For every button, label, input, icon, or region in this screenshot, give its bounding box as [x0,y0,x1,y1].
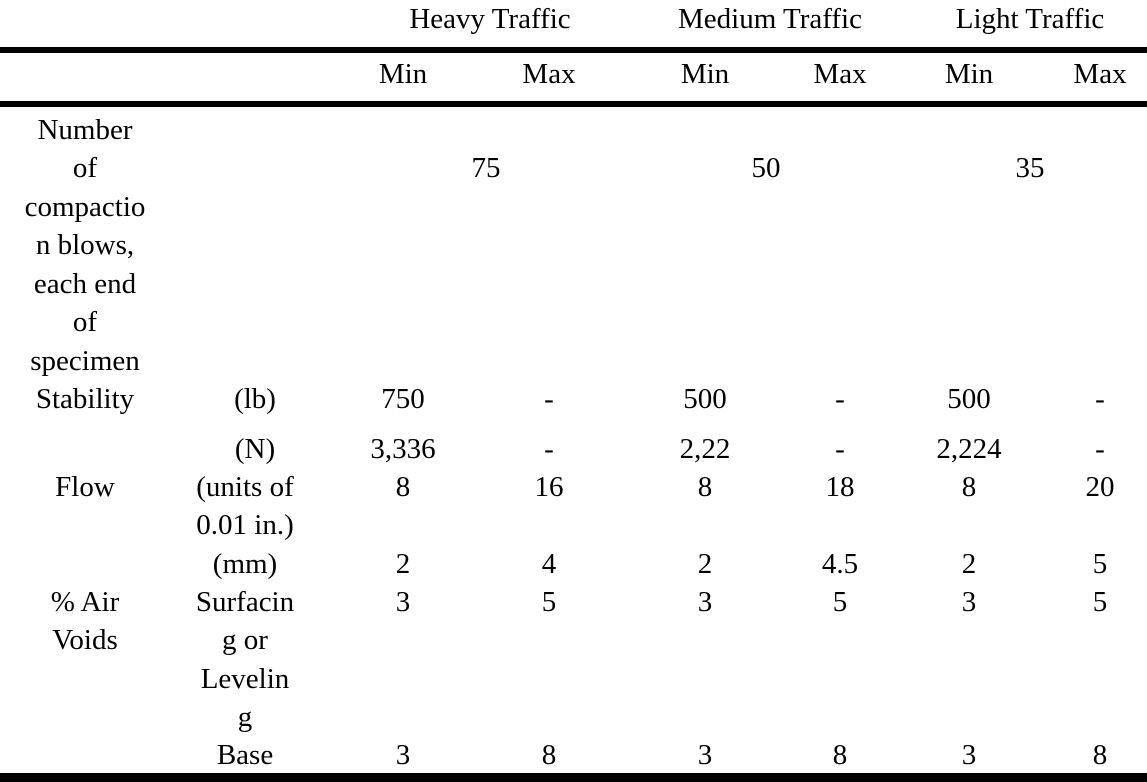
header-rule [0,101,1147,107]
cell-flow-in-heavy-max: 16 [534,471,564,503]
cell-flow-mm-heavy-max: 4 [541,548,557,580]
cell-stability-n-heavy-min: 3,336 [370,433,436,465]
cell-flow-mm-heavy-min: 2 [395,548,411,580]
cell-air-base-medium-min: 3 [697,739,713,771]
row-label-compaction-line: Number [37,114,133,146]
cell-flow-in-light-min: 8 [961,471,977,503]
top-rule [0,47,1147,53]
row-label-stability: Stability [35,383,135,415]
cell-stability-n-light-max: - [1095,433,1105,465]
cell-compaction-medium: 50 [751,152,781,184]
cell-compaction-heavy: 75 [471,152,501,184]
row-label-compaction-line: of [72,306,98,338]
cell-flow-in-light-max: 20 [1085,471,1115,503]
cell-air-base-light-max: 8 [1092,739,1108,771]
row-label-compaction-line: of [72,152,98,184]
cell-stability-lb-medium-max: - [835,383,845,415]
cell-air-base-light-min: 3 [961,739,977,771]
cell-air-base-heavy-max: 8 [541,739,557,771]
subheader-light-max: Max [1073,58,1127,90]
unit-surfacing-line: Levelin [200,663,290,695]
subheader-heavy-max: Max [522,58,576,90]
cell-stability-lb-light-max: - [1095,383,1105,415]
cell-stability-lb-medium-min: 500 [683,383,727,415]
row-label-compaction-line: specimen [30,345,140,377]
cell-flow-in-heavy-min: 8 [395,471,411,503]
unit-flow-in-line: 0.01 in.) [196,509,294,541]
subheader-medium-min: Min [680,58,730,90]
cell-stability-lb-heavy-min: 750 [381,383,425,415]
cell-stability-n-medium-max: - [835,433,845,465]
unit-base: Base [216,739,274,771]
cell-compaction-light: 35 [1015,152,1045,184]
cell-air-surf-heavy-min: 3 [395,586,411,618]
unit-surfacing-line: Surfacin [195,586,295,618]
row-label-air-voids-line: Voids [52,624,118,656]
row-label-compaction-line: compactio [24,191,146,223]
cell-flow-in-medium-min: 8 [697,471,713,503]
cell-stability-lb-light-min: 500 [947,383,991,415]
cell-air-surf-heavy-max: 5 [541,586,557,618]
group-header-light: Light Traffic [955,3,1105,35]
cell-air-surf-medium-min: 3 [697,586,713,618]
row-label-flow: Flow [55,471,115,503]
cell-flow-in-medium-max: 18 [825,471,855,503]
cell-air-base-heavy-min: 3 [395,739,411,771]
subheader-light-min: Min [944,58,994,90]
unit-flow-in-line: (units of [196,471,294,503]
cell-stability-lb-heavy-max: - [544,383,554,415]
cell-air-surf-light-min: 3 [961,586,977,618]
row-label-compaction-line: each end [33,268,137,300]
cell-stability-n-light-min: 2,224 [936,433,1002,465]
cell-stability-n-heavy-max: - [544,433,554,465]
subheader-medium-max: Max [813,58,867,90]
cell-flow-mm-light-max: 5 [1092,548,1108,580]
unit-lb: (lb) [234,383,276,415]
unit-surfacing-line: g [237,701,253,733]
row-label-compaction-line: n blows, [35,229,135,261]
row-label-air-voids-line: % Air [50,586,120,618]
cell-flow-mm-light-min: 2 [961,548,977,580]
unit-n: (N) [234,433,276,465]
cell-air-surf-medium-max: 5 [832,586,848,618]
cell-flow-mm-medium-min: 2 [697,548,713,580]
cell-air-base-medium-max: 8 [832,739,848,771]
cell-flow-mm-medium-max: 4.5 [821,548,859,580]
group-header-heavy: Heavy Traffic [409,3,571,35]
cell-air-surf-light-max: 5 [1092,586,1108,618]
subheader-heavy-min: Min [378,58,428,90]
unit-surfacing-line: g or [222,624,268,656]
unit-mm: (mm) [212,548,278,580]
cell-stability-n-medium-min: 2,22 [679,433,731,465]
group-header-medium: Medium Traffic [678,3,862,35]
